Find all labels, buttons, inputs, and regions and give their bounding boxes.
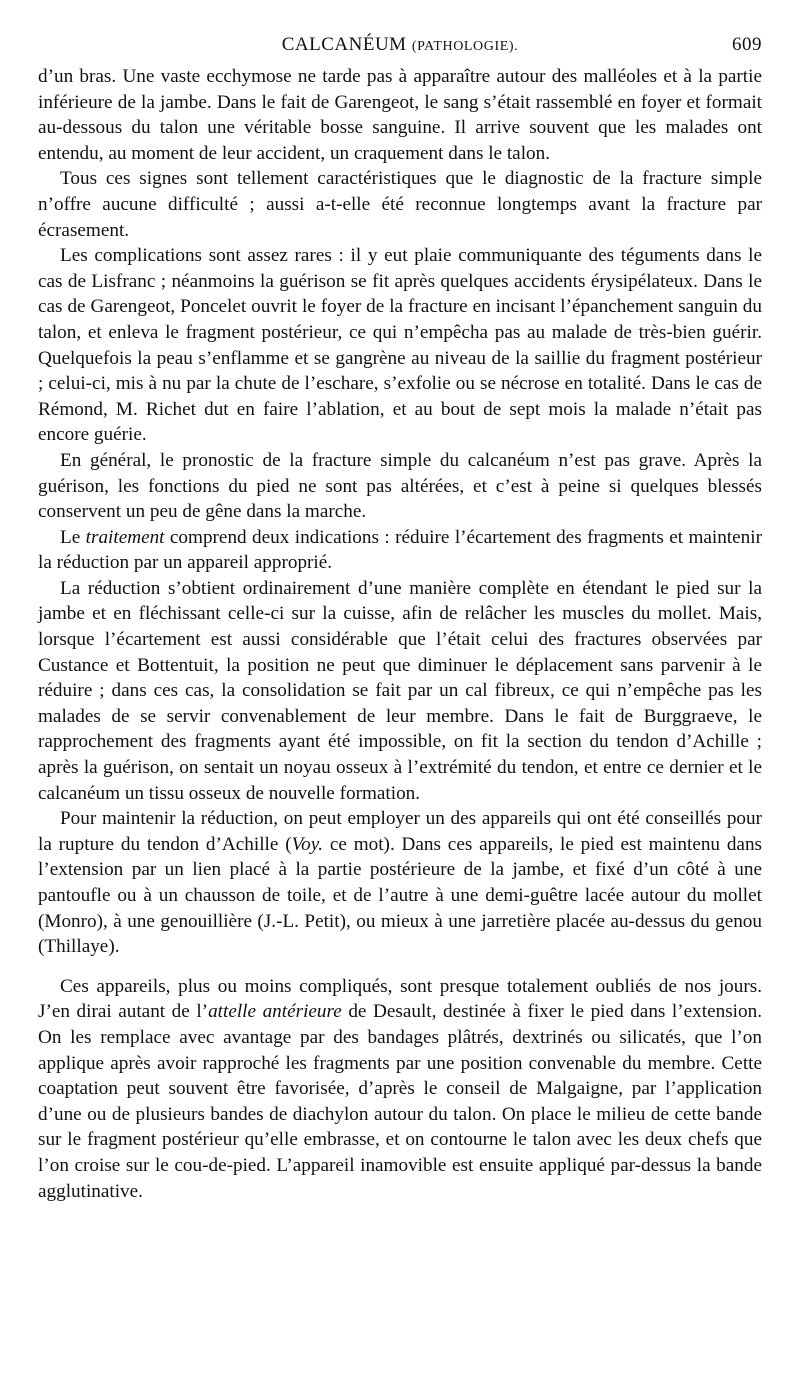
italic-term: Voy. [291,833,324,855]
running-title-main: CALCANÉUM [281,34,407,55]
paragraph-bandages [38,974,762,1204]
paragraph-reduction: La réduction s’obtient ordinairement d’une manière complète en étendant le pied sur la jambe et en fléchissant celle-ci sur la cuisse, afin de relâcher les muscles du mollet. Mais, lorsque l’écartement est aussi considérable que l’était celui des fractures observées par Custance et Bottentuit, la position ne peut que diminuer le déplacement sans parvenir à le réduire ; dans ces cas, la consolidation se fait par un cal fibreux, ce qui n’empêche pas les malades de se servir convenablement de leur membre. Dans le fait de Burggraeve, le rapprochement des fragments ayant été impossible, on fit la section du tendon d’Achille ; après la guérison, on sentait un noyau osseux à l’extrémité du tendon, et entre ce dernier et le calcanéum un tissu osseux de nouvelle formation. [38,577,762,804]
paragraph-complications: Les complications sont assez rares : il y eut plaie communiquante des téguments dans le cas de Lisfranc ; néanmoins la guérison se fit après quelques accidents érysipélateux. Dans le cas de Garengeot, Poncelet ouvrit le foyer de la fracture en incisant l’épanchement sanguin du talon, et enleva le fragment postérieur, ce qui n’empêcha pas au malade de très-bien guérir. Quelquefois la peau s’enflamme et se gangrène au niveau de la saillie du fragment postérieur ; celui-ci, mis à nu par la chute de l’eschare, s’exfolie ou se nécrose en totalité. Dans le cas de Rémond, M. Richet dut en faire l’ablation, et au bout de sept mois la malade n’était pas encore guérie. [38,245,762,446]
text-run: Ces appareils, plus ou moins compliqués, sont presque totalement oubliés de nos jours. J’en dirai autant de l’ [38,975,762,1023]
running-head [38,30,762,60]
text-run: Le [60,526,86,548]
text-run: ce mot). Dans ces appareils, le pied est maintenu dans l’extension par un lien placé à la partie postérieure de la jambe, et fixé d’un côté à une pantoufle ou à un chausson de toile, et de l’autre à une demi-guêtre lacée autour du mollet (Monro), à une genouillière (J.-L. Petit), ou mieux à une jarretière placée au-dessus du genou (Thillaye). [38,833,763,958]
paragraph-traitement [38,525,762,576]
text-run: de Desault, destinée à fixer le pied dans l’extension. On les remplace avec avantage par des bandages plâtrés, dextrinés ou silicatés, que l’on applique après avoir rapproché les fragments par une position convenable du membre. Cette coaptation peut souvent être favorisée, d’après le conseil de Malgaigne, par l’application d’une ou de plusieurs bandes de diachylon autour du talon. On place le milieu de cette bande sur le fragment postérieur qu’elle embrasse, et on contourne le talon avec les deux chefs que l’on croise sur le cou-de-pied. L’appareil inamovible est ensuite appliqué par-dessus la bande agglutinative. [38,1001,762,1202]
italic-term: attelle antérieure [208,1001,342,1023]
body-text [38,64,762,1204]
paragraph-continued: d’un bras. Une vaste ecchymose ne tarde pas à apparaître autour des malléoles et à la partie inférieure de la jambe. Dans le fait de Garengeot, le sang s’était rassemblé en foyer et formait au-dessous du talon une véritable bosse sanguine. Il arrive souvent que les malades ont entendu, au moment de leur accident, un craquement dans le talon. [38,66,762,164]
paragraph-diagnostic: Tous ces signes sont tellement caractéristiques que le diagnostic de la fracture simple n’offre aucune difficulté ; aussi a-t-elle été reconnue longtemps avant la fracture par écrasement. [38,168,762,241]
italic-term: traitement [85,526,165,548]
page-number: 609 [732,34,762,55]
paragraph-pronostic: En général, le pronostic de la fracture simple du calcanéum n’est pas grave. Après la guérison, les fonctions du pied ne sont pas altérées, et c’est à peine si quelques blessés conservent un peu de gêne dans la marche. [38,449,762,523]
text-run: Pour maintenir la réduction, on peut employer un des appareils qui ont été conseillés pour la rupture du tendon d’Achille ( [38,808,762,855]
paragraph-appareils [38,806,762,960]
document-page [38,30,762,1360]
running-title-sub: (PATHOLOGIE). [411,39,519,54]
text-run: comprend deux indications : réduire l’écartement des fragments et maintenir la réduction par un appareil approprié. [38,526,762,574]
running-title [38,30,762,62]
